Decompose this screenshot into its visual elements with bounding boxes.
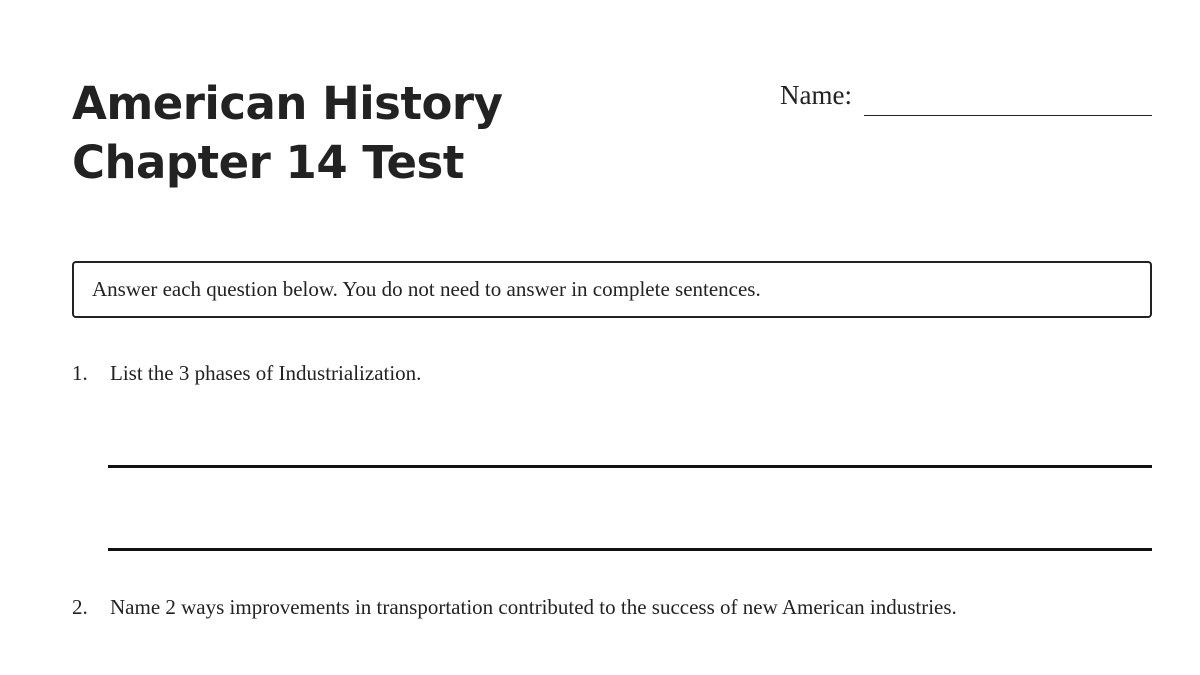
page-title [72,74,502,192]
question-number: 1. [72,361,88,385]
question-number: 2. [72,595,88,619]
question-text: List the 3 phases of Industrialization. [110,361,422,385]
name-field [780,78,1152,118]
title-line-1: American History [72,77,503,130]
answer-line [108,548,1152,551]
name-blank-line [864,115,1152,116]
question-text: Name 2 ways improvements in transportation contributed to the success of new American industries. [110,595,957,619]
answer-line [108,465,1152,468]
instructions-box [72,261,1152,318]
title-line-2: Chapter 14 Test [72,136,464,189]
instructions-text: Answer each question below. You do not need to answer in complete sentences. [92,277,761,301]
name-label: Name: [780,80,852,110]
